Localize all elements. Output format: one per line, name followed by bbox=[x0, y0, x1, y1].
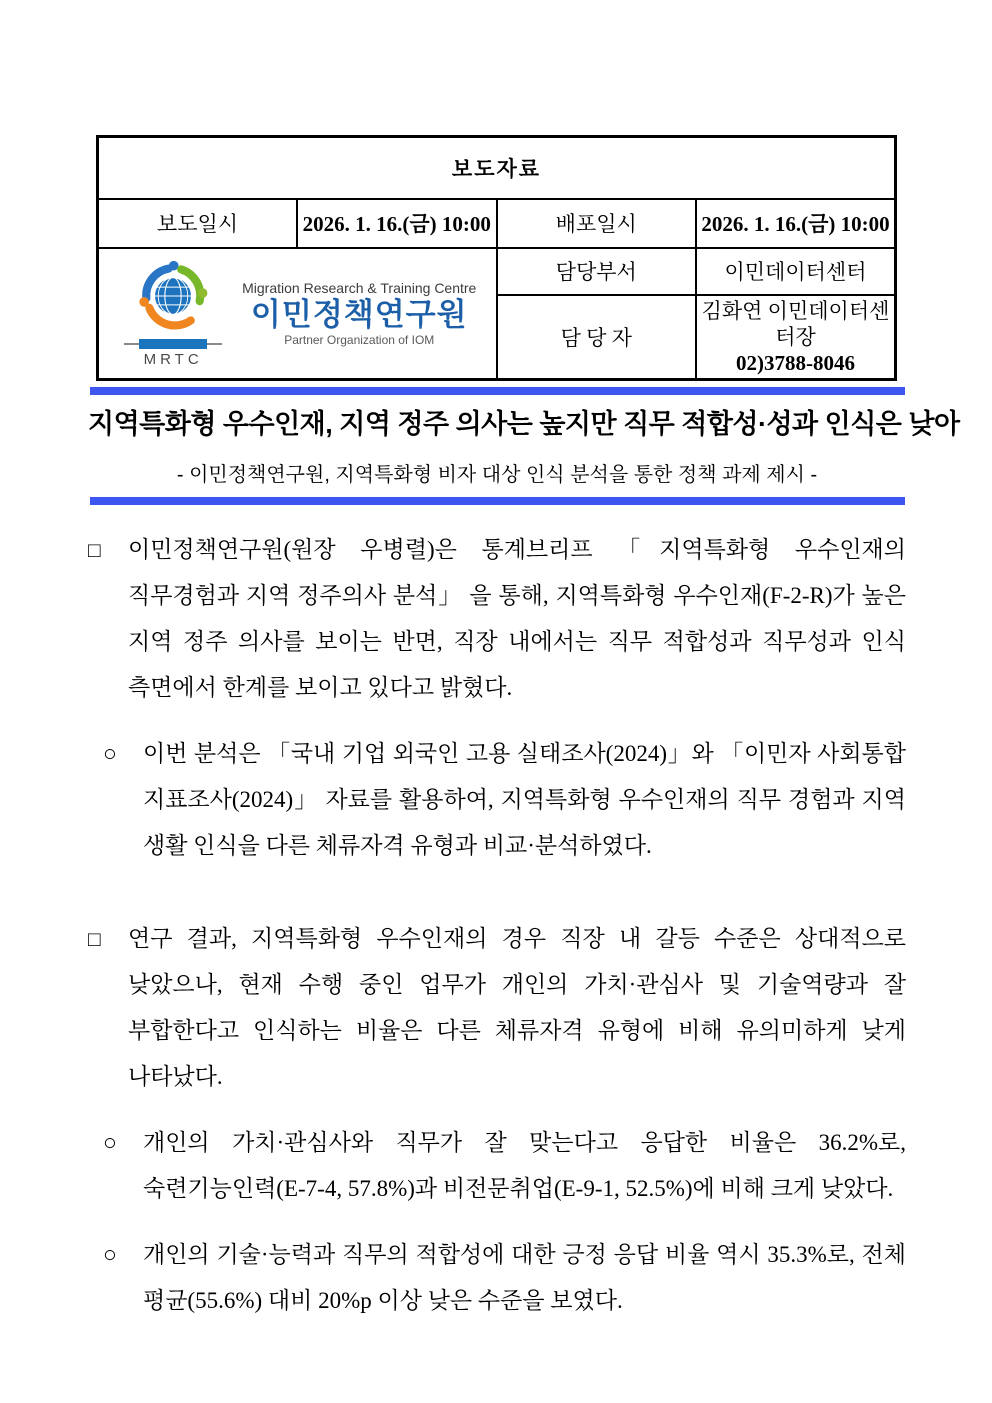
dates-row bbox=[98, 199, 896, 248]
org-partner-line: Partner Organization of IOM bbox=[284, 332, 435, 347]
org-name-korean: 이민정책연구원 bbox=[250, 296, 468, 332]
contact-value bbox=[696, 295, 896, 380]
distribution-date-label: 배포일시 bbox=[497, 199, 697, 248]
paragraph-sub bbox=[88, 1232, 906, 1324]
circle-bullet-marker: ○ bbox=[103, 1242, 117, 1267]
blue-divider-bottom bbox=[90, 497, 905, 505]
square-bullet-marker: □ bbox=[88, 927, 101, 951]
title-row bbox=[98, 137, 896, 199]
release-date-value: 2026. 1. 16.(금) 10:00 bbox=[297, 199, 497, 248]
org-logo bbox=[103, 259, 492, 368]
header-table bbox=[96, 135, 897, 381]
paragraph-text: 개인의 기술·능력과 직무의 적합성에 대한 긍정 응답 비율 역시 35.3%로, 전체 평균(55.6%) 대비 20%p 이상 낮은 수준을 보였다. bbox=[143, 1242, 906, 1313]
department-label: 담당부서 bbox=[497, 248, 697, 295]
logo-underline bbox=[124, 339, 222, 349]
doc-type-title: 보도자료 bbox=[98, 137, 896, 199]
paragraph-sub bbox=[88, 1120, 906, 1212]
paragraph-sub bbox=[88, 731, 906, 869]
distribution-date-value: 2026. 1. 16.(금) 10:00 bbox=[696, 199, 896, 248]
globe-people-icon bbox=[136, 259, 210, 333]
paragraph-main bbox=[88, 916, 906, 1100]
circle-bullet-marker: ○ bbox=[103, 741, 117, 766]
paragraph-text: 개인의 가치·관심사와 직무가 잘 맞는다고 응답한 비율은 36.2%로, 숙련기능인력(E-7-4, 57.8%)과 비전문취업(E-9-1, 52.5%)에 비해 크게 낮았다. bbox=[143, 1130, 906, 1201]
org-name-english: Migration Research & Training Centre bbox=[242, 279, 477, 296]
paragraph-text: 이번 분석은 「국내 기업 외국인 고용 실태조사(2024)」와 「이민자 사회통합 지표조사(2024)」 자료를 활용하여, 지역특화형 우수인재의 직무 경험과 지역 생활 인식을 다른 체류자격 유형과 비교·분석하였다. bbox=[143, 741, 906, 858]
contact-phone: 02)3788-8046 bbox=[736, 351, 855, 375]
blue-divider-top bbox=[90, 387, 905, 395]
release-date-label: 보도일시 bbox=[98, 199, 298, 248]
square-bullet-marker: □ bbox=[88, 538, 101, 562]
department-row bbox=[98, 248, 896, 295]
paragraph-main bbox=[88, 527, 906, 711]
org-logo-cell bbox=[98, 248, 497, 380]
body-paragraphs bbox=[88, 527, 906, 1324]
logo-acronym: MRTC bbox=[143, 350, 203, 368]
logo-blue-bar bbox=[139, 339, 207, 349]
department-value: 이민데이터센터 bbox=[696, 248, 896, 295]
subtitle: - 이민정책연구원, 지역특화형 비자 대상 인식 분석을 통한 정책 과제 제시 - bbox=[176, 464, 818, 486]
contact-name: 김화연 이민데이터센터장 bbox=[701, 298, 890, 349]
paragraph-text: 이민정책연구원(원장 우병렬)은 통계브리프 「지역특화형 우수인재의 직무경험과 지역 정주의사 분석」 을 통해, 지역특화형 우수인재(F-2-R)가 높은 지역 정주 의사를 보이는 반면, 직장 내에서는 직무 적합성과 직무성과 인식 측면에서 한계를 보이고 있다고 밝혔다. bbox=[128, 537, 906, 700]
headline: 지역특화형 우수인재, 지역 정주 의사는 높지만 직무 적합성·성과 인식은 낮아 bbox=[88, 409, 960, 439]
circle-bullet-marker: ○ bbox=[103, 1130, 117, 1155]
contact-label: 담 당 자 bbox=[497, 295, 697, 380]
paragraph-text: 연구 결과, 지역특화형 우수인재의 경우 직장 내 갈등 수준은 상대적으로 낮았으나, 현재 수행 중인 업무가 개인의 가치·관심사 및 기술역량과 잘 부합한다고 인식하는 비율은 다른 체류자격 유형에 비해 유의미하게 낮게 나타났다. bbox=[128, 926, 906, 1089]
